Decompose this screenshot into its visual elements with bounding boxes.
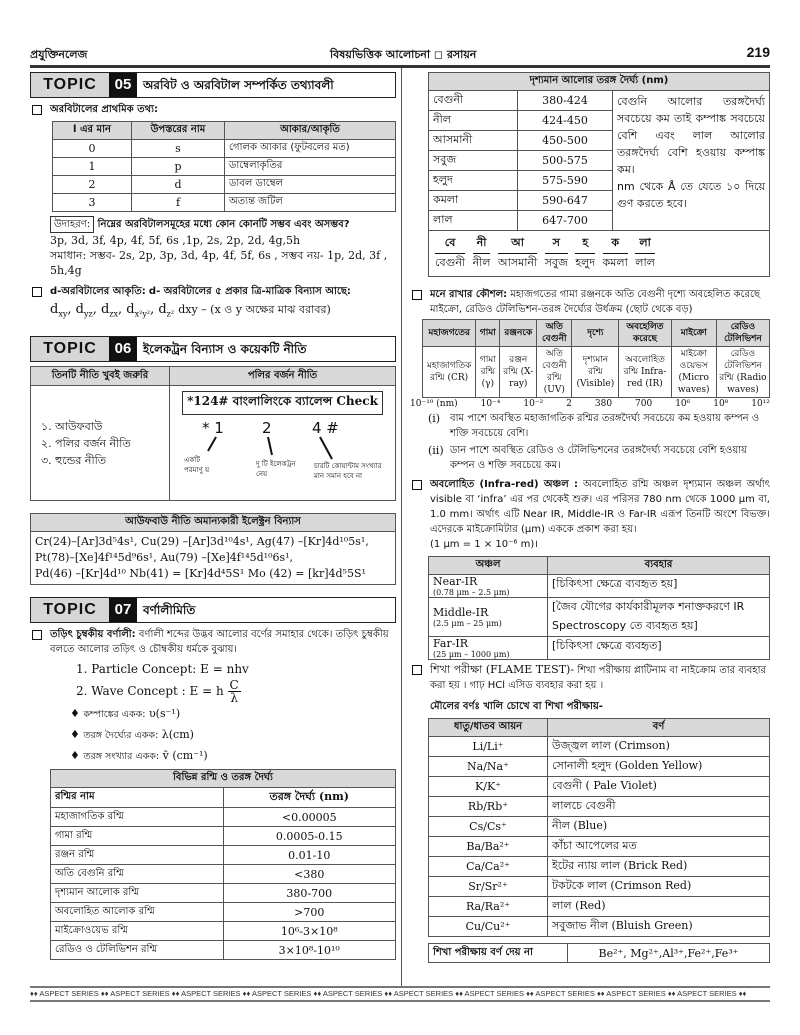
checkbox-bullet-icon xyxy=(32,630,42,640)
checkbox-bullet-icon xyxy=(412,480,422,490)
column-divider xyxy=(401,68,402,986)
table-row: Middle-IR (2.5 μm – 25 μm) [জৈব যৌগের কার্যকারীমূলক শনাক্তকরণে IR Spectroscopy তে ব্যবহৃত হয়] xyxy=(429,598,770,637)
mnemonic-box: *124# বাংলালিংকে ব্যালেন্স Check xyxy=(182,391,383,415)
table-row: 3 f অত্যন্ত জটিল xyxy=(53,194,396,212)
d-orbital-note: dxy – (x ও y অক্ষের মাঝ বরাবর) xyxy=(178,303,331,316)
table-row: Near-IR (0.78 μm – 2.5 μm) [চিকিৎসা ক্ষেত্রে ব্যবহৃত হয়] xyxy=(429,575,770,598)
table-row: Na/Na⁺ সোনালী হলুদ (Golden Yellow) xyxy=(429,757,770,777)
no-flame-color-table: শিখা পরীক্ষায় বর্ণ দেয় না Be²⁺, Mg²⁺,Al³⁺,Fe²⁺,Fe³⁺ xyxy=(428,943,770,963)
header-brand: প্রযুক্তিনলেজ xyxy=(30,48,88,61)
checkbox-bullet-icon xyxy=(32,287,42,297)
table-row: অতি বেগুনি রশ্মি <380 xyxy=(51,865,396,884)
example-question: নিম্নের অরবিটালসমূহের মধ্যে কোন কোনটি সম্ভব এবং অসম্ভব? xyxy=(97,219,350,230)
checkbox-bullet-icon xyxy=(32,105,42,115)
digit-2: 2 xyxy=(262,419,272,437)
page-header xyxy=(30,42,770,66)
topic-05-banner xyxy=(30,72,396,98)
visible-notes: বেগুনি আলোর তরঙ্গদৈর্ঘ্য সবচেয়ে কম তাই কম্পাঙ্ক সবচেয়ে বেশি এবং লাল আলোর তরঙ্গদৈর্ঘ্য বেশি হওয়ায় কম্পাঙ্ক কম। nm থেকে Å তে যেতে ১০ দিয়ে গুণ করতে হবে। xyxy=(613,91,770,231)
page-footer: ♦♦ ASPECT SERIES ♦♦ ASPECT SERIES ♦♦ ASPECT SERIES ♦♦ ASPECT SERIES ♦♦ ASPECT SERIES ♦♦ ASPECT SERIES ♦♦ ASPECT SERIES ♦♦ ASPECT SERIES ♦♦ ASPECT SERIES ♦♦ ASPECT SERIES ♦♦ xyxy=(30,986,770,1002)
table-row: রঞ্জন রশ্মি 0.01-10 xyxy=(51,846,396,865)
principles-table: তিনটি নীতি খুবই জরুরি পলির বর্জন নীতি ১. আউফবাউ ২. পলির বর্জন নীতি ৩. হুন্ডের নীতি *124# বাংলালিংকে ব্যালেন্স Check * 1 2 4 # একটি পরমাণু য় দু টি ইলেকট্রন নেয় চারটি কোয়ান্টাম সংখ্যার মান সমান হবে না xyxy=(30,366,396,501)
table-row: নীল 424-450 xyxy=(429,111,770,131)
page-number: 219 xyxy=(746,44,770,60)
table-row: 1 p ডাম্বেলাকৃতির xyxy=(53,158,396,176)
infrared-table: অঞ্চল ব্যবহার Near-IR (0.78 μm – 2.5 μm) [চিকিৎসা ক্ষেত্রে ব্যবহৃত হয়] Middle-IR (2.5 μm – 25 μm) [জৈব যৌগের কার্যকারীমূলক শনাক্তকরণে IR Spectroscopy তে ব্যবহৃত হয়] Far-IR (25 μm – 1000 μm) [চিকিৎসা ক্ষেত্রে ব্যবহৃত] xyxy=(428,556,770,660)
orbital-example xyxy=(50,216,396,278)
topic-title: অরবিট ও অরবিটাল সম্পর্কিত তথ্যাবলী xyxy=(143,78,334,92)
table-row: বেগুনী 380-424 বেগুনি আলোর তরঙ্গদৈর্ঘ্য সবচেয়ে কম তাই কম্পাঙ্ক সবচেয়ে বেশি এবং লাল আলোর তরঙ্গদৈর্ঘ্য বেশি হওয়ায় কম্পাঙ্ক কম। nm থেকে Å তে যেতে ১০ দিয়ে গুণ করতে হবে। xyxy=(429,91,770,111)
table-row: আসমানী 450-500 xyxy=(429,131,770,151)
spectrum-notes: (i) বাম পাশে অবস্থিত মহাজাগতিক রশ্মির তরঙ্গদৈর্ঘ্য সবচেয়ে কম হওয়ায় কম্পন ও শক্তি সবচেয়ে বেশি। (ii) ডান পাশে অবস্থিত রেডিও ও টেলিভিশনের তরঙ্গদৈর্ঘ্য সবচেয়ে বেশি হওয়ায় কম্পন ও শক্তি সবচেয়ে কম। xyxy=(428,412,760,471)
table-row: দৃশ্যমান আলোক রশ্মি 380-700 xyxy=(51,884,396,903)
table-row: অবলোহিত আলোক রশ্মি >700 xyxy=(51,903,396,922)
aufbau-exceptions-table: আউফবাউ নীতি অমান্যকারী ইলেক্ট্রন বিন্যাস Cr(24)–[Ar]3d⁵4s¹, Cu(29) –[Ar]3d¹⁰4s¹, Ag(47) –[Kr]4d¹⁰5s¹, Pt(78)–[Xe]4f¹⁴5d⁹6s¹, Au(79) –[Xe]4f¹⁴5d¹⁰6s¹, Pd(46) –[Kr]4d¹⁰ Nb(41) = [Kr]4d⁴5S¹ Mo (42) = [kr]4d⁵5S¹ xyxy=(30,513,396,585)
table-row: Cs/Cs⁺ নীল (Blue) xyxy=(429,817,770,837)
digit-4: 4 # xyxy=(312,419,339,437)
table-row: কমলা 590-647 xyxy=(429,191,770,211)
example-label: উদাহরণ: xyxy=(50,216,94,233)
color-mnemonic: বে বেগুনী নী নীল আ আসমানী স সবুজ হ হলুদ ক কমলা লা লাল xyxy=(429,231,770,277)
table-row: 0 s গোলক আকার (ফুটবলের মত) xyxy=(53,140,396,158)
table-row: 2 d ডাবল ডাম্বেল xyxy=(53,176,396,194)
header-section: বিষয়ভিত্তিক আলোচনা ◻ রসায়ন xyxy=(330,48,477,61)
unit-wavenumber: ♦ তরঙ্গ সংখ্যার একক: v̄ (cm⁻¹) xyxy=(70,749,208,762)
table-row: মাইক্রোওয়েভ রশ্মি 10⁶-3×10⁸ xyxy=(51,922,396,941)
table-row: হলুদ 575-590 xyxy=(429,171,770,191)
orbital-table xyxy=(52,121,396,212)
digit-1: * 1 xyxy=(202,419,224,437)
table-row: Far-IR (25 μm – 1000 μm) [চিকিৎসা ক্ষেত্রে ব্যবহৃত] xyxy=(429,637,770,660)
table-row: Ba/Ba²⁺ কাঁচা আপেলের মত xyxy=(429,837,770,857)
table-row: গামা রশ্মি 0.0005-0.15 xyxy=(51,827,396,846)
orbital-intro: অরবিটালের প্রাথমিক তথ্য: xyxy=(30,102,396,117)
col-header: l এর মান xyxy=(53,122,132,140)
spectrum-table: মহাজগতের গামা রঞ্জনকে অতি বেগুনী দৃশ্যে অবহেলিত করেছে মাইক্রো রেডিও টেলিভিশন মহাজাগতিক রশ্মি (CR) গামা রশ্মি (γ) রঞ্জন রশ্মি (X-ray) অতি বেগুনী রশ্মি (UV) দৃশ্যমান রশ্মি (Visible) অবলোহিত রশ্মি Infra-red (IR) মাইক্রো ওয়েভস (Micro waves) রেডিও টেলিভিশন রশ্মি (Radio waves) xyxy=(422,319,770,398)
visible-light-table: দৃশ্যমান আলোর তরঙ্গ দৈর্ঘ্য (nm) বেগুনী 380-424 বেগুনি আলোর তরঙ্গদৈর্ঘ্য সবচেয়ে কম তাই কম্পাঙ্ক সবচেয়ে বেশি এবং লাল আলোর তরঙ্গদৈর্ঘ্য বেশি হওয়ায় কম্পাঙ্ক কম। nm থেকে Å তে যেতে ১০ দিয়ে গুণ করতে হবে। নীল 424-450 আসমানী 450-500 সবুজ 500-575 হলুদ 575-590 কমলা 590-647 লাল 647-700 বে বেগুনী নী নীল আ আসমানী স সবুজ হ হলুদ ক কমলা লা লাল xyxy=(428,72,770,277)
checkbox-bullet-icon xyxy=(412,290,422,300)
table-row: Rb/Rb⁺ লালচে বেগুনী xyxy=(429,797,770,817)
topic-06-banner: TOPIC 06 ইলেকট্রন বিন্যাস ও কয়েকটি নীতি xyxy=(30,336,396,362)
em-spectrum-intro: তড়িৎ চুম্বকীয় বর্ণালী: বর্ণালী শব্দের উদ্ভব আলোর বর্ণের সমাহার থেকে। তড়িৎ চুম্বকীয় বলতে আলোর তড়িৎ ও চৌম্বকীয় ধর্মকে বুঝায়। xyxy=(30,627,396,657)
rays-wavelength-table: বিভিন্ন রশ্মি ও তরঙ্গ দৈর্ঘ্য রশ্মির নাম তরঙ্গ দৈর্ঘ্য (nm) মহাজাগতিক রশ্মি <0.00005 গামা রশ্মি 0.0005-0.15 রঞ্জন রশ্মি 0.01-10 অতি বেগুনি রশ্মি <380 দৃশ্যমান আলোক রশ্মি 380-700 অবলোহিত আলোক রশ্মি >700 মাইক্রোওয়েভ রশ্মি 10⁶-3×10⁸ রেডিও ও টেলিভিশন রশ্মি 3×10⁸-10¹⁰ xyxy=(50,769,396,960)
example-list: 3p, 3d, 3f, 4p, 4f, 5f, 6s ,1p, 2s, 2p, 2d, 4g,5h xyxy=(50,234,301,247)
unit-wavelength: ♦ তরঙ্গ দৈর্ঘ্যের একক: λ(cm) xyxy=(70,728,194,741)
remember-trick: মনে রাখার কৌশল: মহাজগতের গামা রঞ্জনকে অতি বেগুনী দৃশ্যে অবহেলিত করেছে মাইক্রো, রেডিও টেলিভিশন-তরঙ্গ দৈর্ঘ্যের উর্ধক্রম (ছোট থেকে বড়) xyxy=(410,287,770,317)
flame-test-section: শিখা পরীক্ষা (FLAME TEST)- শিখা পরীক্ষায় প্লাটিনাম বা নাইক্রোম তার ব্যবহার করা হয় । গাঢ় HCl এসিড ব্যবহার করা হয় । xyxy=(410,662,770,693)
unit-frequency: ♦ কম্পাঙ্কের একক: υ(s⁻¹) xyxy=(70,707,181,720)
table-row: Sr/Sr²⁺ টকটকে লাল (Crimson Red) xyxy=(429,877,770,897)
table-row: সবুজ 500-575 xyxy=(429,151,770,171)
topic-number: 05 xyxy=(109,73,137,97)
table-row: রেডিও ও টেলিভিশন রশ্মি 3×10⁸-10¹⁰ xyxy=(51,941,396,960)
flame-color-table: ধাতু/ধাতব আয়ন বর্ণ Li/Li⁺ উজ্জ্বল লাল (Crimson) Na/Na⁺ সোনালী হলুদ (Golden Yellow) K/K⁺ বেগুনী ( Pale Violet) Rb/Rb⁺ লালচে বেগুনী Cs/Cs⁺ নীল (Blue) Ba/Ba²⁺ কাঁচা আপেলের মত Ca/Ca²⁺ ইটের ন্যায় লাল (Brick Red) Sr/Sr²⁺ টকটকে লাল (Crimson Red) Ra/Ra²⁺ লাল (Red) Cu/Cu²⁺ সবুজাভ নীল (Bluish Green) xyxy=(428,718,770,937)
table-row: Ca/Ca²⁺ ইটের ন্যায় লাল (Brick Red) xyxy=(429,857,770,877)
table-row: Ra/Ra²⁺ লাল (Red) xyxy=(429,897,770,917)
table-row: Cu/Cu²⁺ সবুজাভ নীল (Bluish Green) xyxy=(429,917,770,937)
table-row: Li/Li⁺ উজ্জ্বল লাল (Crimson) xyxy=(429,737,770,757)
d-orbital-section: d-অরবিটালের আকৃতি: d- অরবিটালের ৫ প্রকার ত্রি-মাত্রিক বিন্যাস আছে: xyxy=(30,284,396,299)
topic-07-banner: TOPIC 07 বর্ণালীমিতি xyxy=(30,597,396,623)
left-column xyxy=(30,72,396,960)
right-column xyxy=(410,72,770,963)
table-row: K/K⁺ বেগুনী ( Pale Violet) xyxy=(429,777,770,797)
col-header: উপস্তরের নাম xyxy=(132,122,225,140)
particle-concept: 1. Particle Concept: E = nhv xyxy=(76,662,249,676)
d-orbital-list: $d_{xy}$, $d_{yz}$, $d_{zx}$, $d_{x^2y^2}$, $d_{z^2}$ dxy – (x ও y অক্ষের মাঝ বরাবর) xyxy=(50,302,331,319)
infrared-section: অবলোহিত (Infra-red) অঞ্চল : অবলোহিত রশ্মি অঞ্চল দৃশ্যমান অঞ্চল অর্থাৎ visible বা ‘infra’ এর পর থেকেই শুরু। এর পরিসর 780 nm থেকে 1000 μm বা, 1.0 mm। অর্থাৎ এটি Near IR, Middle-IR ও Far-IR এরূপ তিনটি অংশে বিভক্ত। এদেরকে মাইক্রোমিটার (μm) এককে প্রকাশ করা হয়। (1 μm = 1 × 10⁻⁶ m)। xyxy=(410,477,770,552)
example-solution: সমাধান: সম্ভব- 2s, 2p, 3p, 3d, 4p, 4f, 5f, 6s , সম্ভব নয়- 1p, 2d, 3f , 5h,4g xyxy=(50,249,388,277)
checkbox-bullet-icon xyxy=(412,665,422,675)
table-row: মহাজাগতিক রশ্মি <0.00005 xyxy=(51,808,396,827)
flame-subtitle: মৌলের বর্ণঃ খালি চোখে বা শিখা পরীক্ষায়- xyxy=(430,701,603,712)
wave-concept: 2. Wave Concept : E = h $\frac{C}{\lambda}$ xyxy=(76,678,239,705)
principles-list: ১. আউফবাউ ২. পলির বর্জন নীতি ৩. হুন্ডের নীতি xyxy=(31,386,170,501)
col-header: আকার/আকৃতি xyxy=(225,122,396,140)
topic-label: TOPIC xyxy=(31,73,109,97)
pauli-mnemonic: *124# বাংলালিংকে ব্যালেন্স Check * 1 2 4 # একটি পরমাণু য় দু টি ইলেকট্রন নেয় চারটি কোয়ান্টাম সংখ্যার মান সমান হবে না xyxy=(170,386,396,501)
wavelength-scale: 10⁻¹⁰ (nm) 10⁻⁴ 10⁻² 2 380 700 10⁶ 10⁸ 10¹² xyxy=(410,399,770,409)
table-row: লাল 647-700 xyxy=(429,211,770,231)
header-rule xyxy=(30,65,770,68)
